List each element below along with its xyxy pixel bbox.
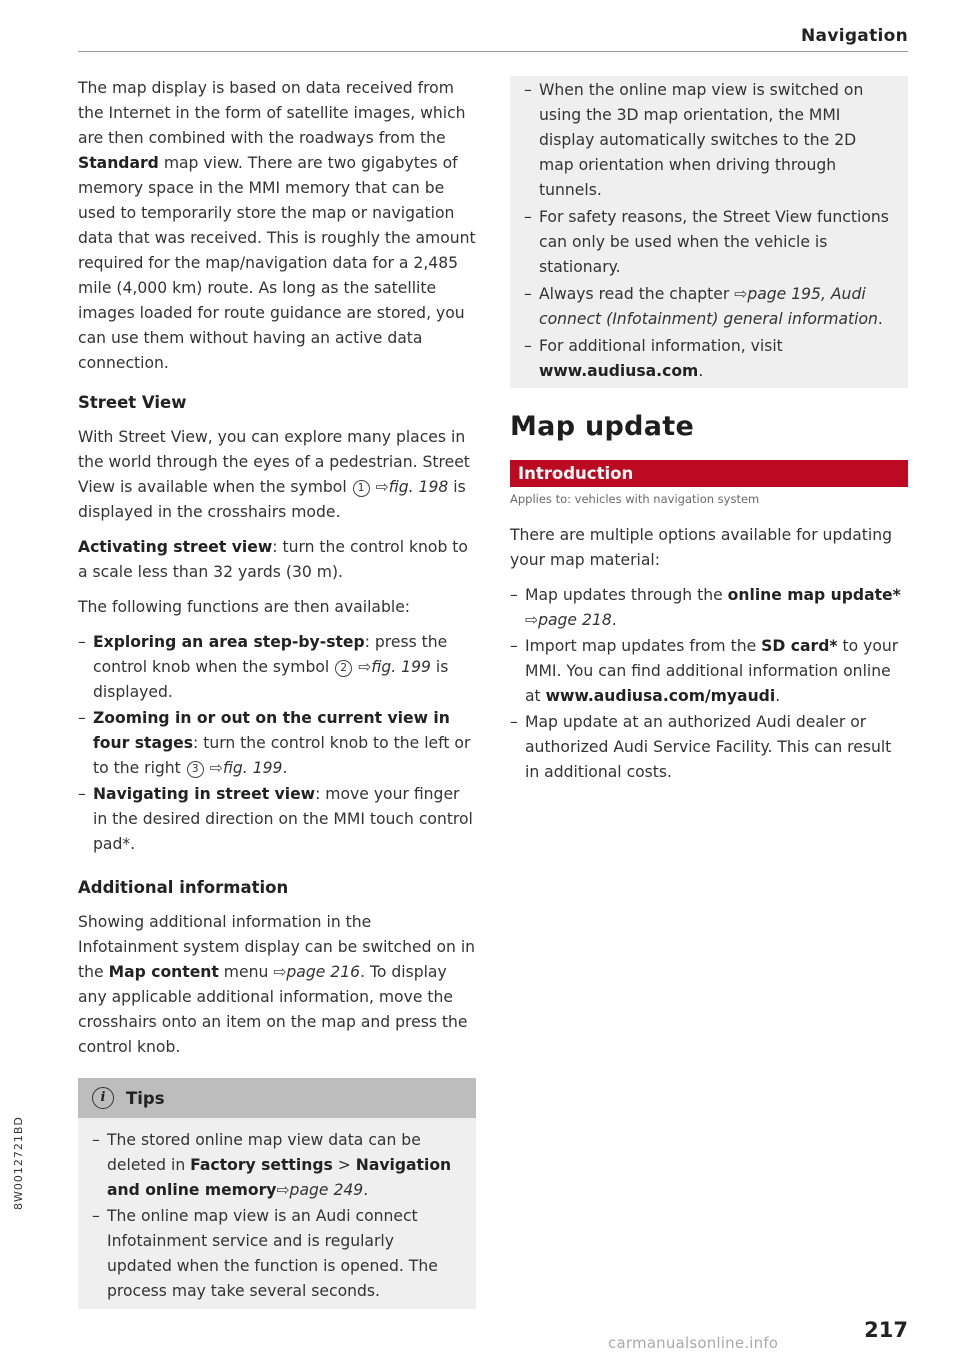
tips-header (78, 1078, 476, 1118)
page-number: 217 (864, 1318, 908, 1342)
functions-list (78, 630, 476, 857)
info-icon: i (92, 1087, 114, 1109)
page-216-link[interactable]: page 216 (286, 963, 361, 981)
page-249-link[interactable]: page 249 (289, 1181, 364, 1199)
list-item: – Map updates through the online map update* ⇨page 218. (510, 583, 908, 633)
update-options-list (510, 583, 908, 785)
arrow-icon: ⇨ (276, 1181, 290, 1199)
section-title: Navigation (801, 26, 908, 46)
fig-198-link[interactable]: fig. 198 (388, 478, 449, 496)
street-view-paragraph: With Street View, you can explore many places in the world through the eyes of a pedestrian. Street View is available when the symbol 1 ⇨fig. 198 is displayed in the crosshairs mode. (78, 428, 470, 521)
fig-199-link[interactable]: fig. 199 (371, 658, 431, 676)
list-item: – Zooming in or out on the current view in four stages: turn the control knob to the left or to the right 3 ⇨fig. 199. (78, 706, 476, 781)
list-item: – Always read the chapter ⇨page 195, Audi connect (Infotainment) general information. (524, 282, 894, 332)
header-divider (78, 51, 908, 52)
applies-to-note: Applies to: vehicles with navigation system (510, 492, 760, 506)
list-item: – The stored online map view data can be deleted in Factory settings > Navigation and online memory⇨page 249. (92, 1128, 462, 1203)
myaudi-link[interactable]: www.audiusa.com/myaudi (545, 687, 776, 705)
tips-title: Tips (126, 1088, 165, 1108)
callout-3-icon: 3 (187, 761, 204, 778)
audiusa-link[interactable]: www.audiusa.com (539, 362, 699, 380)
arrow-icon: ⇨ (273, 963, 287, 981)
tips-list (92, 1128, 462, 1304)
note-list (524, 78, 894, 384)
additional-info-heading: Additional information (78, 878, 289, 897)
list-item: – Import map updates from the SD card* to your MMI. You can find additional information online at www.audiusa.com/myaudi. (510, 634, 908, 709)
street-view-heading: Street View (78, 393, 187, 412)
arrow-icon: ⇨ (375, 478, 389, 496)
arrow-icon: ⇨ (525, 611, 539, 629)
page-195-link[interactable]: page 195, Audi connect (Infotainment) general information (539, 285, 878, 328)
map-update-heading: Map update (510, 411, 695, 442)
note-box (510, 76, 908, 388)
activating-paragraph: Activating street view: turn the control knob to a scale less than 32 yards (30 m). (78, 538, 468, 581)
list-item: – When the online map view is switched on using the 3D map orientation, the MMI display automatically switches to the 2D map orientation when driving through tunnels. (524, 78, 894, 203)
list-item: – The online map view is an Audi connect Infotainment service and is regularly updated when the function is opened. The process may take several seconds. (92, 1204, 462, 1304)
list-item: – Map update at an authorized Audi dealer or authorized Audi Service Facility. This can result in additional costs. (510, 710, 908, 785)
arrow-icon: ⇨ (358, 658, 372, 676)
options-paragraph: There are multiple options available for updating your map material: (510, 526, 893, 569)
intro-paragraph: The map display is based on data received from the Internet in the form of satellite images, which are then combined with the roadways from the Standard map view. There are two gigabytes of memory space in the MMI memory that can be used to temporarily store the map or navigation data that was received. This is roughly the amount required for the map/navigation data for a 2,485 mile (4,000 km) route. As long as the satellite images loaded for route guidance are stored, you can use them without having an active data connection. (78, 79, 476, 372)
callout-1-icon: 1 (353, 480, 370, 497)
watermark: carmanualsonline.info (608, 1334, 779, 1352)
introduction-bar: Introduction (510, 460, 908, 487)
list-item: – For safety reasons, the Street View functions can only be used when the vehicle is stationary. (524, 205, 894, 280)
left-column (78, 76, 476, 1309)
additional-info-paragraph: Showing additional information in the Infotainment system display can be switched on in the Map content menu ⇨page 216. To display any applicable additional information, move the crosshairs onto an item on the map and press the control knob. (78, 913, 476, 1056)
following-paragraph: The following functions are then available: (78, 598, 411, 616)
list-item: – For additional information, visit www.audiusa.com. (524, 334, 894, 384)
tips-box (78, 1078, 476, 1309)
page-218-link[interactable]: page 218 (538, 611, 612, 629)
arrow-icon: ⇨ (734, 285, 748, 303)
arrow-icon: ⇨ (209, 759, 223, 777)
tips-body (78, 1118, 476, 1309)
fig-199-link[interactable]: fig. 199 (222, 759, 283, 777)
list-item: – Navigating in street view: move your finger in the desired direction on the MMI touch control pad*. (78, 782, 476, 857)
right-column (510, 76, 908, 786)
list-item: – Exploring an area step-by-step: press the control knob when the symbol 2 ⇨fig. 199 is displayed. (78, 630, 476, 705)
document-code: 8W0012721BD (12, 1116, 25, 1210)
callout-2-icon: 2 (335, 660, 352, 677)
